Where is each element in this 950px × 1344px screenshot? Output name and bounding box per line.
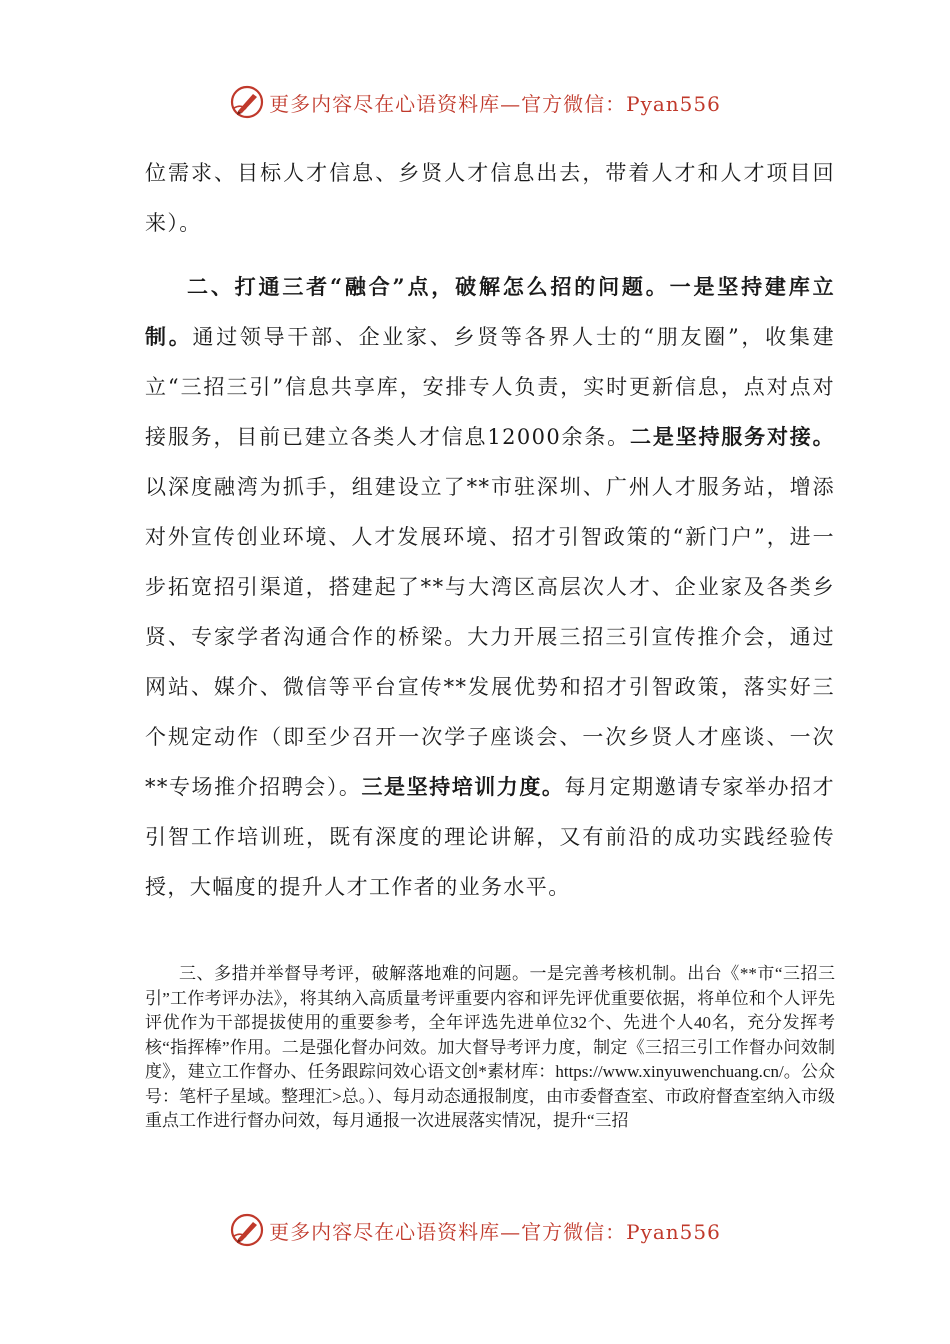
paragraph-section-two <box>145 262 835 912</box>
pen-logo-icon <box>229 1212 265 1248</box>
document-body-small <box>145 962 835 1134</box>
point-one-text: 通过领导干部、企业家、乡贤等各界人士的“朋友圈”，收集建立“三招三引”信息共享库，安排专人负责，实时更新信息，点对点对接服务，目前已建立各类人才信息12000余条。 <box>145 325 835 449</box>
point-two-text: 以深度融湾为抓手，组建设立了**市驻深圳、广州人才服务站，增添对外宣传创业环境、人才发展环境、招才引智政策的“新门户”，进一步拓宽招引渠道，搭建起了**与大湾区高层次人才、企业家及各类乡贤、专家学者沟通合作的桥梁。大力开展三招三引宣传推介会，通过网站、媒介、微信等平台宣传**发展优势和招才引智政策，落实好三个规定动作（即至少召开一次学子座谈会、一次乡贤人才座谈、一次**专场推介招聘会）。 <box>145 475 835 799</box>
point-one-title: 一是坚持建库立制。 <box>145 274 835 349</box>
point-three-text: 每月定期邀请专家举办招才引智工作培训班，既有深度的理论讲解，又有前沿的成功实践经验传授，大幅度的提升人才工作者的业务水平。 <box>145 775 835 899</box>
section-two-heading: 二、打通三者“融合”点，破解怎么招的问题。 <box>187 274 670 299</box>
watermark-text: 更多内容尽在心语资料库—官方微信：Pyan556 <box>269 1219 721 1244</box>
watermark-text: 更多内容尽在心语资料库—官方微信：Pyan556 <box>269 91 721 116</box>
point-three-title: 三是坚持培训力度。 <box>361 774 565 799</box>
point-two-title: 二是坚持服务对接。 <box>630 424 835 449</box>
watermark-header <box>0 80 950 124</box>
pen-logo-icon <box>229 84 265 120</box>
watermark-footer <box>0 1208 950 1252</box>
paragraph-continuation: 位需求、目标人才信息、乡贤人才信息出去，带着人才和人才项目回来）。 <box>145 161 835 235</box>
paragraph-section-three: 三、多措并举督导考评，破解落地难的问题。一是完善考核机制。出台《**市“三招三引”工作考评办法》，将其纳入高质量考评重要内容和评先评优重要依据，将单位和个人评先评优作为干部提拔使用的重要参考，全年评选先进单位32个、先进个人40名，充分发挥考核“指挥棒”作用。二是强化督办问效。加大督导考评力度，制定《三招三引工作督办问效制度》，建立工作督办、任务跟踪问效心语文创*素材库：https://www.xinyuwenchuang.cn/。公众号：笔杆子星域。整理汇>总。）、每月动态通报制度，由市委督查室、市政府督查室纳入市级重点工作进行督办问效，每月通报一次进展落实情况，提升“三招 <box>145 964 835 1130</box>
document-body <box>145 148 835 912</box>
